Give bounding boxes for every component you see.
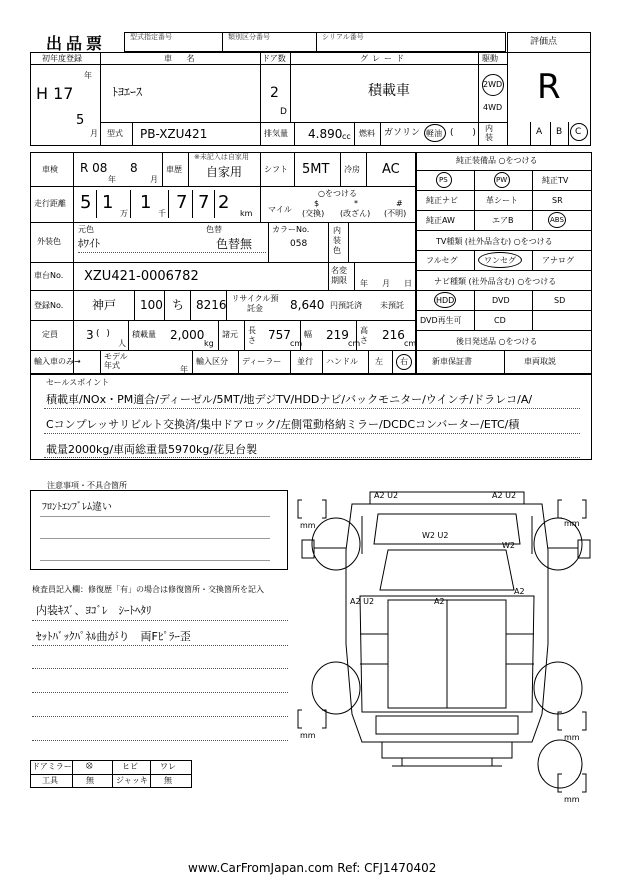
- registration-area: 神戸: [92, 298, 117, 312]
- first-reg-label: 初年度登録: [42, 54, 82, 63]
- mileage-unit-note: ○をつける: [318, 189, 357, 198]
- width-value: 219: [326, 328, 349, 342]
- usage-label: 車歴: [166, 165, 182, 174]
- mileage-digit-3: 1: [140, 192, 152, 213]
- mileage-mile: マイル: [268, 205, 292, 214]
- capacity-label: 定員: [42, 330, 58, 339]
- registration-kana: ち: [172, 298, 185, 312]
- shaken-label: 車検: [42, 165, 58, 174]
- equip-pw: PW: [496, 176, 508, 184]
- import-parallel: 並行: [297, 357, 313, 366]
- interior-color-label: 内装色: [333, 226, 341, 255]
- sales-line-3: 載量2000kg/車両総重量5970kg/花見台製: [46, 443, 258, 456]
- recycle-value: 8,640: [290, 298, 325, 312]
- mileage-alter-mark: *: [354, 199, 358, 208]
- name-change-year: 年: [360, 279, 368, 288]
- height-label: 高さ: [360, 326, 368, 345]
- equip-ps: PS: [439, 176, 448, 184]
- mileage-digit-4: 7: [176, 192, 188, 213]
- ac-label: 冷房: [344, 165, 360, 174]
- shift-value: 5MT: [302, 162, 330, 177]
- recycle-label: リサイクル預託金: [231, 294, 279, 313]
- mileage-swap: (交換): [302, 209, 325, 218]
- drive-label: 駆動: [482, 54, 498, 63]
- mm-unit-4: mm: [564, 733, 580, 742]
- equip-navi: 純正ナビ: [426, 196, 458, 205]
- tv-analog: アナログ: [542, 256, 574, 265]
- equip-leather: 革シート: [486, 196, 518, 205]
- model-label: 型式: [107, 129, 123, 138]
- mileage-alter: (改ざん): [340, 209, 371, 218]
- color-no-label: カラーNo.: [272, 225, 310, 234]
- inspector-line-1: 内装ｷｽﾞ、ﾖｺﾞﾚ ｼｰﾄﾍﾀﾘ: [36, 604, 152, 617]
- inspector-label: 検査員記入欄：修復歴「有」の場合は修復箇所・交換箇所を記入: [32, 585, 264, 594]
- model-year-unit: 年: [180, 365, 188, 374]
- length-label: 長さ: [248, 326, 256, 345]
- door-suffix: D: [280, 107, 287, 117]
- width-unit: cm: [348, 339, 361, 348]
- model-year-label: モデル年式: [104, 352, 128, 370]
- navi-dvd: DVD: [492, 296, 510, 305]
- class-no-label: 類別区分番号: [228, 33, 270, 41]
- recycle-unit: 円預託済: [330, 301, 362, 310]
- car-damage-diagram: [292, 484, 600, 814]
- serial-label: シリアル番号: [322, 33, 364, 41]
- import-dealer: ディーラー: [242, 357, 282, 366]
- chassis-label: 車台No.: [34, 271, 64, 280]
- interior-grade-c: C: [575, 127, 582, 137]
- equip-tv: 純正TV: [542, 176, 569, 185]
- fuel-diesel: 軽油: [426, 129, 442, 138]
- footer-reference: www.CarFromJapan.com Ref: CFJ1470402: [188, 861, 437, 875]
- id-numbers-box: [124, 32, 506, 52]
- mm-unit-3: mm: [300, 731, 316, 740]
- load-value: 2,000: [170, 328, 205, 342]
- mm-unit-2: mm: [564, 519, 580, 528]
- equip-airbag: エアB: [492, 216, 514, 225]
- tv-type-title: TV種類 (社外品含む) ○をつける: [436, 237, 553, 246]
- mileage-km-unit: km: [240, 209, 253, 218]
- sales-line-1: 積載車/NOx・PM適合/ディーゼル/5MT/地デジTV/HDDナビ/バックモニター/ウインチ/ドラレコ/A/: [46, 393, 533, 406]
- car-name-label: 車 名: [164, 54, 201, 63]
- later-manual: 車両取説: [524, 357, 556, 366]
- interior-grade-b: B: [556, 127, 563, 137]
- color-no-value: 058: [290, 239, 308, 249]
- damage-mark-right-side: A2: [514, 587, 525, 596]
- tools-label: 工具: [42, 776, 58, 785]
- later-warranty: 新車保証書: [432, 357, 472, 366]
- tv-fullseg: フルセグ: [426, 256, 458, 265]
- evaluation-score: R: [537, 67, 561, 107]
- interior-label: 内装: [485, 124, 493, 142]
- sheet-title: 出品票: [46, 34, 107, 53]
- equip-sr: SR: [552, 196, 563, 205]
- grade-label: グレード: [360, 54, 408, 63]
- caution-line-1: ﾌﾛﾝﾄｴﾝﾌﾞﾚﾑ違い: [42, 502, 112, 513]
- import-category-label: 輸入区分: [196, 357, 228, 366]
- car-name: ﾄﾖｴｰｽ: [112, 85, 143, 99]
- mileage-digit-6: 2: [218, 192, 230, 213]
- fuel-other: ( ): [450, 128, 484, 138]
- recycle-unpaid: 未預託: [380, 301, 404, 310]
- door-mirror-mark: ⦻: [86, 760, 93, 771]
- jack-label: ジャッキ: [116, 776, 148, 785]
- jack-value: 無: [164, 776, 172, 785]
- drive-4wd: 4WD: [483, 103, 503, 112]
- model-value: PB-XZU421: [140, 127, 208, 141]
- registration-number: 8216: [196, 298, 227, 312]
- month-unit: 月: [90, 129, 98, 138]
- mileage-swap-mark: $: [314, 199, 320, 208]
- caution-label: 注意事項・不具合箇所: [44, 482, 130, 490]
- steering-left: 左: [375, 357, 383, 366]
- name-change-day: 日: [404, 279, 412, 288]
- evaluation-label: 評価点: [530, 37, 558, 47]
- later-title: 後日発送品 ○をつける: [456, 337, 538, 346]
- equip-abs: ABS: [550, 216, 564, 224]
- shaken-month-unit: 月: [150, 175, 158, 184]
- displacement-label: 排気量: [264, 129, 288, 138]
- damage-mark-left-side: A2 U2: [350, 597, 375, 606]
- capacity-paren: ( ): [96, 329, 112, 339]
- mileage-sen-unit: 千: [158, 209, 166, 218]
- registration-label: 登録No.: [34, 301, 64, 310]
- mileage-digit-5: 7: [198, 192, 210, 213]
- year-unit: 年: [84, 71, 92, 80]
- color-label: 外装色: [37, 237, 61, 246]
- import-label: 輸入車のみ→: [34, 357, 81, 366]
- displacement-unit: cc: [342, 132, 351, 141]
- fuel-label: 燃料: [359, 129, 375, 138]
- mileage-label: 走行距離: [34, 199, 66, 208]
- sales-line-2: Cコンプレッサリビルト交換済/集中ドアロック/左側電動格納ミラー/DCDCコンバーター/ETC/積: [46, 418, 520, 431]
- damage-mark-front-right: A2 U2: [492, 491, 517, 500]
- steering-label: ハンドル: [326, 357, 358, 366]
- first-reg-month: 5: [76, 113, 85, 128]
- chassis-number: XZU421-0006782: [84, 269, 199, 284]
- registration-class: 100: [140, 298, 163, 312]
- fuel-gasoline: ガソリン: [384, 128, 421, 138]
- type-no-label: 型式指定番号: [130, 33, 172, 41]
- usage-note: ※未記入は自家用: [194, 153, 249, 161]
- mileage-digit-2: 1: [102, 192, 114, 213]
- crack-label: ヒビ: [122, 762, 138, 771]
- steering-right: 右: [400, 357, 408, 366]
- mm-unit-1: mm: [300, 521, 316, 530]
- original-color: ﾎﾜｲﾄ: [78, 237, 100, 250]
- grade-value: 積載車: [368, 83, 410, 99]
- name-change-month: 月: [382, 279, 390, 288]
- name-change-label: 名変期限: [331, 266, 347, 285]
- mileage-man-unit: 万: [120, 209, 128, 218]
- ac-value: AC: [382, 162, 400, 177]
- break-label: ワレ: [160, 762, 176, 771]
- damage-mark-front-left: A2 U2: [374, 491, 399, 500]
- load-unit: kg: [204, 339, 214, 348]
- mileage-unknown: (不明): [384, 209, 407, 218]
- damage-mark-right-glass: W2: [502, 541, 515, 550]
- door-count: 2: [270, 85, 279, 101]
- height-unit: cm: [404, 339, 417, 348]
- shaken-month: 8: [130, 161, 138, 175]
- damage-mark-windshield: W2 U2: [422, 531, 449, 540]
- damage-mark-bed: A2: [434, 597, 445, 606]
- displacement-value: 4.890: [308, 127, 343, 141]
- width-label: 幅: [304, 330, 312, 339]
- navi-sd: SD: [554, 296, 566, 305]
- usage-value: 自家用: [206, 165, 243, 179]
- shaken-year-unit: 年: [108, 175, 116, 184]
- mm-unit-5: mm: [564, 795, 580, 804]
- navi-hdd: HDD: [436, 296, 455, 305]
- equipment-title: 純正装備品 ○をつける: [456, 156, 538, 165]
- capacity-unit: 人: [118, 339, 126, 348]
- load-label: 積載量: [132, 330, 156, 339]
- color-change-value: 色替無: [216, 237, 253, 251]
- shift-label: シフト: [264, 165, 288, 174]
- door-label: ドア数: [262, 54, 286, 63]
- door-mirror-label: ドアミラー: [32, 762, 72, 771]
- sales-point-label: セールスポイント: [46, 378, 110, 387]
- shaken-value: R 08: [80, 161, 108, 175]
- mileage-digit-1: 5: [80, 192, 92, 213]
- dimensions-label: 諸元: [222, 330, 238, 339]
- mileage-unknown-mark: #: [396, 199, 403, 208]
- tools-value: 無: [86, 776, 94, 785]
- navi-cd: CD: [494, 316, 506, 325]
- interior-grade-a: A: [536, 127, 543, 137]
- original-color-label: 元色: [78, 225, 94, 234]
- color-change-label: 色替: [206, 225, 222, 234]
- length-unit: cm: [290, 339, 303, 348]
- equip-aw: 純正AW: [426, 216, 455, 225]
- length-value: 757: [268, 328, 291, 342]
- height-value: 216: [382, 328, 405, 342]
- navi-dvd-play: DVD再生可: [420, 316, 462, 325]
- tv-oneseg: ワンセグ: [484, 256, 516, 265]
- first-reg-year: H 17: [36, 84, 74, 103]
- capacity-value: 3: [86, 328, 94, 342]
- inspector-line-2: ｾｯﾄﾊﾞｯｸﾊﾟﾈﾙ曲がり 両Fﾋﾟﾗｰ歪: [36, 630, 191, 643]
- navi-type-title: ナビ種類 (社外品含む) ○をつける: [434, 277, 557, 286]
- drive-2wd: 2WD: [483, 80, 503, 89]
